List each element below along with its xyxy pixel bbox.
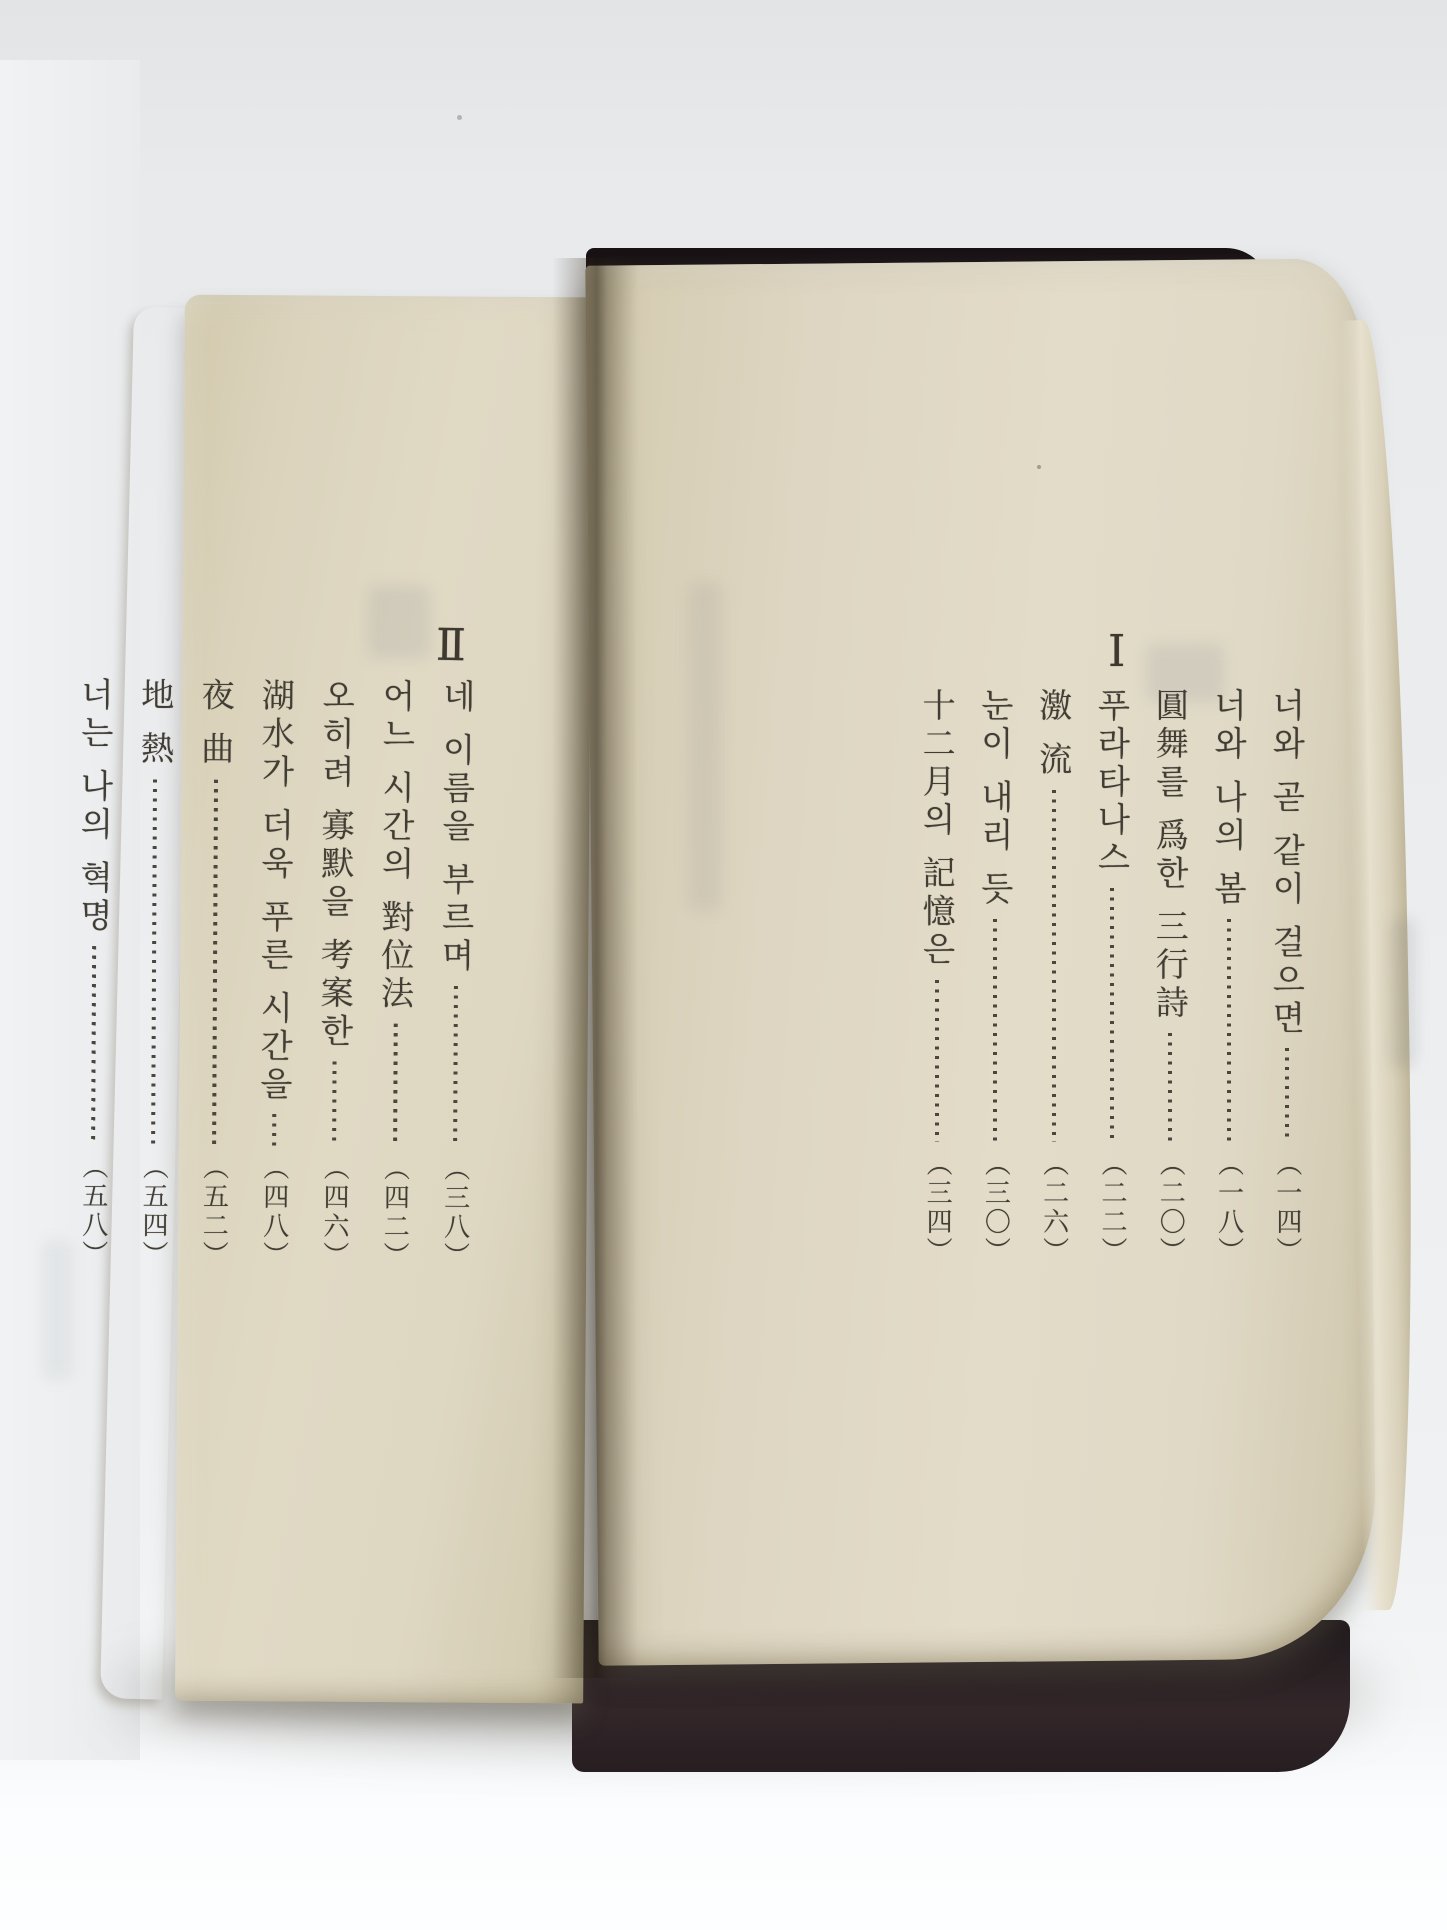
- dust-speck: [1037, 465, 1041, 469]
- dotted-leader: [212, 779, 218, 1146]
- toc-entry: [1199, 688, 1257, 1266]
- entry-title: 十二月의 記憶은: [917, 688, 957, 970]
- toc-left-page: [62, 677, 487, 1271]
- entry-title: 너와 곧 같이 걸으면: [1267, 688, 1307, 1039]
- entry-title: 激 流: [1034, 688, 1074, 780]
- dotted-leader: [935, 980, 939, 1143]
- entry-title: 夜 曲: [196, 677, 236, 770]
- entry-page-number: （五二）: [198, 1153, 229, 1270]
- entry-page-number: （三四）: [922, 1150, 953, 1266]
- toc-right-page: [908, 688, 1316, 1266]
- dotted-leader: [272, 1114, 276, 1146]
- entry-title: 湖水가 더욱 푸른 시간을: [254, 677, 297, 1105]
- entry-page-number: （二〇）: [1155, 1150, 1186, 1266]
- dotted-leader: [332, 1061, 336, 1146]
- toc-entry: [364, 678, 427, 1270]
- entry-title: 푸라타나스: [1092, 688, 1132, 878]
- toc-entry: [966, 688, 1024, 1266]
- entry-title: 너와 나의 봄: [1209, 688, 1249, 909]
- dotted-leader: [993, 919, 997, 1142]
- toc-entry: [1141, 688, 1199, 1266]
- toc-entry: [304, 678, 367, 1270]
- entry-title: 오히려 寡默을 考案한: [315, 678, 357, 1052]
- bleed-through-smudge: [368, 586, 430, 658]
- toc-entry: [123, 677, 186, 1269]
- entry-page-number: （四六）: [318, 1154, 350, 1271]
- dotted-leader: [1052, 790, 1056, 1143]
- entry-title: 地 熱: [135, 677, 176, 769]
- entry-title: 눈이 내리 듯: [975, 688, 1015, 909]
- entry-title: 어느 시간의 對位法: [375, 678, 417, 1014]
- entry-page-number: （四八）: [258, 1153, 290, 1271]
- entry-page-number: （一八）: [1213, 1150, 1244, 1266]
- entry-page-number: （一四）: [1271, 1150, 1302, 1266]
- entry-title: 너는 나의 혁명: [74, 676, 116, 937]
- bleed-through-smudge: [688, 582, 722, 912]
- toc-entry: [62, 677, 125, 1269]
- dotted-leader: [453, 986, 458, 1147]
- toc-entry: [1025, 688, 1083, 1266]
- toc-entry: [1083, 688, 1141, 1266]
- toc-entry: [908, 688, 966, 1266]
- entry-page-number: （三八）: [439, 1154, 470, 1272]
- book-gutter-shadow: [552, 258, 638, 1678]
- dotted-leader: [151, 779, 157, 1146]
- dotted-leader: [91, 946, 96, 1145]
- entry-page-number: （二六）: [1038, 1150, 1069, 1266]
- entry-page-number: （三〇）: [980, 1150, 1011, 1266]
- dotted-leader: [1110, 888, 1114, 1142]
- section-heading-one: Ⅰ: [1108, 626, 1126, 677]
- entry-page-number: （四二）: [379, 1154, 410, 1271]
- dotted-leader: [1285, 1048, 1289, 1142]
- bleed-through-smudge: [1390, 918, 1416, 1068]
- toc-entry: [424, 679, 487, 1271]
- toc-entry: [243, 678, 306, 1270]
- toc-entry: [1258, 688, 1316, 1266]
- dotted-leader: [393, 1024, 398, 1147]
- section-heading-two: Ⅱ: [435, 619, 467, 672]
- entry-page-number: （二二）: [1096, 1150, 1127, 1266]
- entry-title: 네 이름을 부르며: [436, 678, 477, 977]
- dotted-leader: [1168, 1033, 1172, 1142]
- toc-entry: [183, 678, 246, 1270]
- dotted-leader: [1227, 919, 1231, 1142]
- entry-page-number: （五四）: [137, 1153, 169, 1270]
- dust-speck: [457, 115, 462, 120]
- entry-title: 圓舞를 爲한 三行詩: [1150, 688, 1190, 1023]
- entry-page-number: （五八）: [77, 1152, 109, 1270]
